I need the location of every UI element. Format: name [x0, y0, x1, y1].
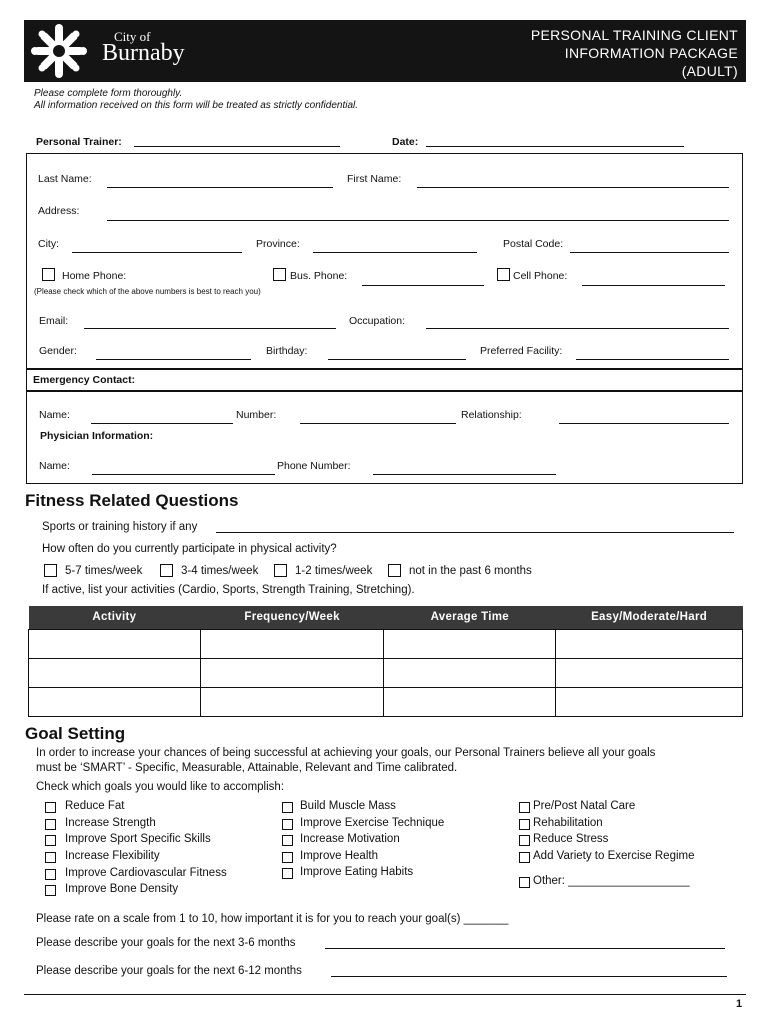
- table-cell[interactable]: [384, 687, 556, 716]
- goal-cardio-checkbox[interactable]: [45, 869, 56, 880]
- title-line-3: (ADULT): [681, 63, 738, 79]
- activity-table: [28, 606, 743, 717]
- goals-3-6-label: Please describe your goals for the next 3-6 months: [36, 937, 296, 949]
- goal-sport-skills-checkbox[interactable]: [45, 835, 56, 846]
- goal-add-variety-checkbox[interactable]: [519, 852, 530, 863]
- goal-sport-skills-label: Improve Sport Specific Skills: [65, 833, 211, 845]
- goals-6-12-field[interactable]: [331, 976, 727, 977]
- goals-3-6-field[interactable]: [325, 948, 725, 949]
- goal-eating-habits-label: Improve Eating Habits: [300, 866, 414, 878]
- cell-phone-checkbox[interactable]: [497, 268, 510, 281]
- how-often-question: How often do you currently participate in physical activity?: [42, 543, 337, 555]
- goal-reduce-stress-checkbox[interactable]: [519, 835, 530, 846]
- bus-phone-label: Bus. Phone:: [290, 270, 348, 282]
- date-label: Date:: [392, 136, 419, 148]
- emergency-contact-title: Emergency Contact:: [33, 374, 136, 386]
- physician-name-field[interactable]: [92, 474, 275, 475]
- goal-health-label: Improve Health: [300, 850, 378, 862]
- emergency-number-field[interactable]: [300, 423, 456, 424]
- province-field[interactable]: [313, 252, 477, 253]
- goal-check-which: Check which goals you would like to accomplish:: [36, 781, 285, 793]
- goal-rate-question: Please rate on a scale from 1 to 10, how important it is for you to reach your goal(s) _______: [36, 913, 509, 925]
- city-field[interactable]: [72, 252, 242, 253]
- relationship-field[interactable]: [559, 423, 729, 424]
- goals-6-12-label: Please describe your goals for the next 6-12 months: [36, 965, 302, 977]
- footer-divider: [24, 994, 746, 995]
- last-name-field[interactable]: [107, 187, 333, 188]
- goal-flexibility-checkbox[interactable]: [45, 852, 56, 863]
- cell-phone-label: Cell Phone:: [513, 270, 568, 282]
- title-line-2: INFORMATION PACKAGE: [564, 45, 738, 61]
- table-row: [29, 658, 743, 687]
- physician-name-label: Name:: [39, 460, 70, 472]
- col-average-time: Average Time: [384, 606, 556, 629]
- city-label: City:: [38, 238, 59, 250]
- gender-label: Gender:: [39, 345, 77, 357]
- home-phone-label: Home Phone:: [62, 270, 127, 282]
- goal-intro-line-1: In order to increase your chances of being successful at achieving your goals, our Personal Trainers believe all your goals: [36, 747, 656, 759]
- goal-bone-density-checkbox[interactable]: [45, 885, 56, 896]
- emergency-name-label: Name:: [39, 409, 70, 421]
- table-cell[interactable]: [556, 629, 743, 658]
- email-label: Email:: [39, 315, 69, 327]
- goal-increase-strength-checkbox[interactable]: [45, 819, 56, 830]
- goal-eating-habits-checkbox[interactable]: [282, 868, 293, 879]
- goal-rehabilitation-checkbox[interactable]: [519, 819, 530, 830]
- occupation-label: Occupation:: [349, 315, 406, 327]
- table-cell[interactable]: [200, 687, 384, 716]
- col-difficulty: Easy/Moderate/Hard: [556, 606, 743, 629]
- table-cell[interactable]: [384, 629, 556, 658]
- goal-reduce-stress-label: Reduce Stress: [533, 833, 609, 845]
- title-line-1: PERSONAL TRAINING CLIENT: [530, 27, 738, 43]
- physician-info-title: Physician Information:: [40, 430, 154, 442]
- postal-code-label: Postal Code:: [503, 238, 564, 250]
- goal-muscle-mass-label: Build Muscle Mass: [300, 800, 396, 812]
- physician-phone-field[interactable]: [373, 474, 556, 475]
- emergency-number-label: Number:: [236, 409, 277, 421]
- logo-city-name: Burnaby: [102, 40, 185, 66]
- table-cell[interactable]: [29, 629, 201, 658]
- birthday-label: Birthday:: [266, 345, 308, 357]
- document-title: [531, 26, 738, 80]
- goal-flexibility-label: Increase Flexibility: [65, 850, 160, 862]
- intro-text: [34, 88, 358, 112]
- last-name-label: Last Name:: [38, 173, 92, 185]
- table-cell[interactable]: [556, 658, 743, 687]
- cell-phone-field[interactable]: [582, 285, 725, 286]
- goal-other-label: Other: ___________________: [533, 875, 690, 887]
- goal-reduce-fat-label: Reduce Fat: [65, 800, 125, 812]
- freq-1-2-checkbox[interactable]: [274, 564, 287, 577]
- table-cell[interactable]: [556, 687, 743, 716]
- goal-other-checkbox[interactable]: [519, 877, 530, 888]
- home-phone-checkbox[interactable]: [42, 268, 55, 281]
- fitness-section-title: Fitness Related Questions: [25, 491, 239, 510]
- goal-motivation-checkbox[interactable]: [282, 835, 293, 846]
- goal-muscle-mass-checkbox[interactable]: [282, 802, 293, 813]
- sports-history-label: Sports or training history if any: [42, 521, 198, 533]
- city-logo-text: [102, 30, 185, 65]
- occupation-field[interactable]: [426, 328, 729, 329]
- client-info-box: [26, 153, 743, 369]
- intro-line-1: Please complete form thoroughly.: [34, 88, 183, 99]
- bus-phone-field[interactable]: [362, 285, 484, 286]
- goal-section-title: Goal Setting: [25, 724, 126, 743]
- phone-note: (Please check which of the above numbers is best to reach you): [34, 287, 261, 296]
- goal-reduce-fat-checkbox[interactable]: [45, 802, 56, 813]
- table-row: [29, 629, 743, 658]
- address-field[interactable]: [107, 220, 729, 221]
- table-row: [29, 687, 743, 716]
- province-label: Province:: [256, 238, 300, 250]
- postal-code-field[interactable]: [570, 252, 729, 253]
- table-cell[interactable]: [200, 629, 384, 658]
- goal-add-variety-label: Add Variety to Exercise Regime: [533, 850, 695, 862]
- goal-intro-line-2: must be ‘SMART’ - Specific, Measurable, Attainable, Relevant and Time calibrated.: [36, 762, 458, 774]
- goal-bone-density-label: Improve Bone Density: [65, 883, 179, 895]
- first-name-label: First Name:: [347, 173, 402, 185]
- table-cell[interactable]: [29, 658, 201, 687]
- if-active-label: If active, list your activities (Cardio, Sports, Strength Training, Stretching).: [42, 584, 415, 596]
- table-cell[interactable]: [29, 687, 201, 716]
- bus-phone-checkbox[interactable]: [273, 268, 286, 281]
- table-cell[interactable]: [200, 658, 384, 687]
- goal-natal-care-checkbox[interactable]: [519, 802, 530, 813]
- col-frequency: Frequency/Week: [200, 606, 384, 629]
- header-banner: [24, 20, 746, 82]
- phone-number-label: Phone Number:: [277, 460, 351, 472]
- freq-none-label: not in the past 6 months: [409, 565, 532, 577]
- freq-1-2-label: 1-2 times/week: [295, 565, 373, 577]
- address-label: Address:: [38, 205, 80, 217]
- goal-natal-care-label: Pre/Post Natal Care: [533, 800, 636, 812]
- goal-exercise-technique-checkbox[interactable]: [282, 819, 293, 830]
- date-field[interactable]: [426, 146, 684, 147]
- email-field[interactable]: [84, 328, 336, 329]
- freq-none-checkbox[interactable]: [388, 564, 401, 577]
- relationship-label: Relationship:: [461, 409, 522, 421]
- goal-increase-strength-label: Increase Strength: [65, 817, 156, 829]
- emergency-name-field[interactable]: [91, 423, 233, 424]
- gender-field[interactable]: [96, 359, 251, 360]
- personal-trainer-label: Personal Trainer:: [36, 136, 122, 148]
- freq-3-4-checkbox[interactable]: [160, 564, 173, 577]
- freq-5-7-checkbox[interactable]: [44, 564, 57, 577]
- goal-cardio-label: Improve Cardiovascular Fitness: [65, 867, 227, 879]
- freq-5-7-label: 5-7 times/week: [65, 565, 143, 577]
- first-name-field[interactable]: [417, 187, 729, 188]
- preferred-facility-field[interactable]: [576, 359, 729, 360]
- intro-line-2: All information received on this form will be treated as strictly confidential.: [34, 100, 359, 111]
- personal-trainer-field[interactable]: [134, 146, 340, 147]
- birthday-field[interactable]: [328, 359, 466, 360]
- page-number: 1: [736, 998, 743, 1010]
- sports-history-field[interactable]: [216, 532, 734, 533]
- goal-motivation-label: Increase Motivation: [300, 833, 400, 845]
- goal-exercise-technique-label: Improve Exercise Technique: [300, 817, 445, 829]
- col-activity: Activity: [29, 606, 201, 629]
- snowflake-logo-icon: [30, 24, 88, 78]
- goal-rehabilitation-label: Rehabilitation: [533, 817, 603, 829]
- logo-city-of: City of: [114, 29, 151, 44]
- activity-table-header: [29, 606, 743, 629]
- freq-3-4-label: 3-4 times/week: [181, 565, 259, 577]
- table-cell[interactable]: [384, 658, 556, 687]
- goal-health-checkbox[interactable]: [282, 852, 293, 863]
- preferred-facility-label: Preferred Facility:: [480, 345, 563, 357]
